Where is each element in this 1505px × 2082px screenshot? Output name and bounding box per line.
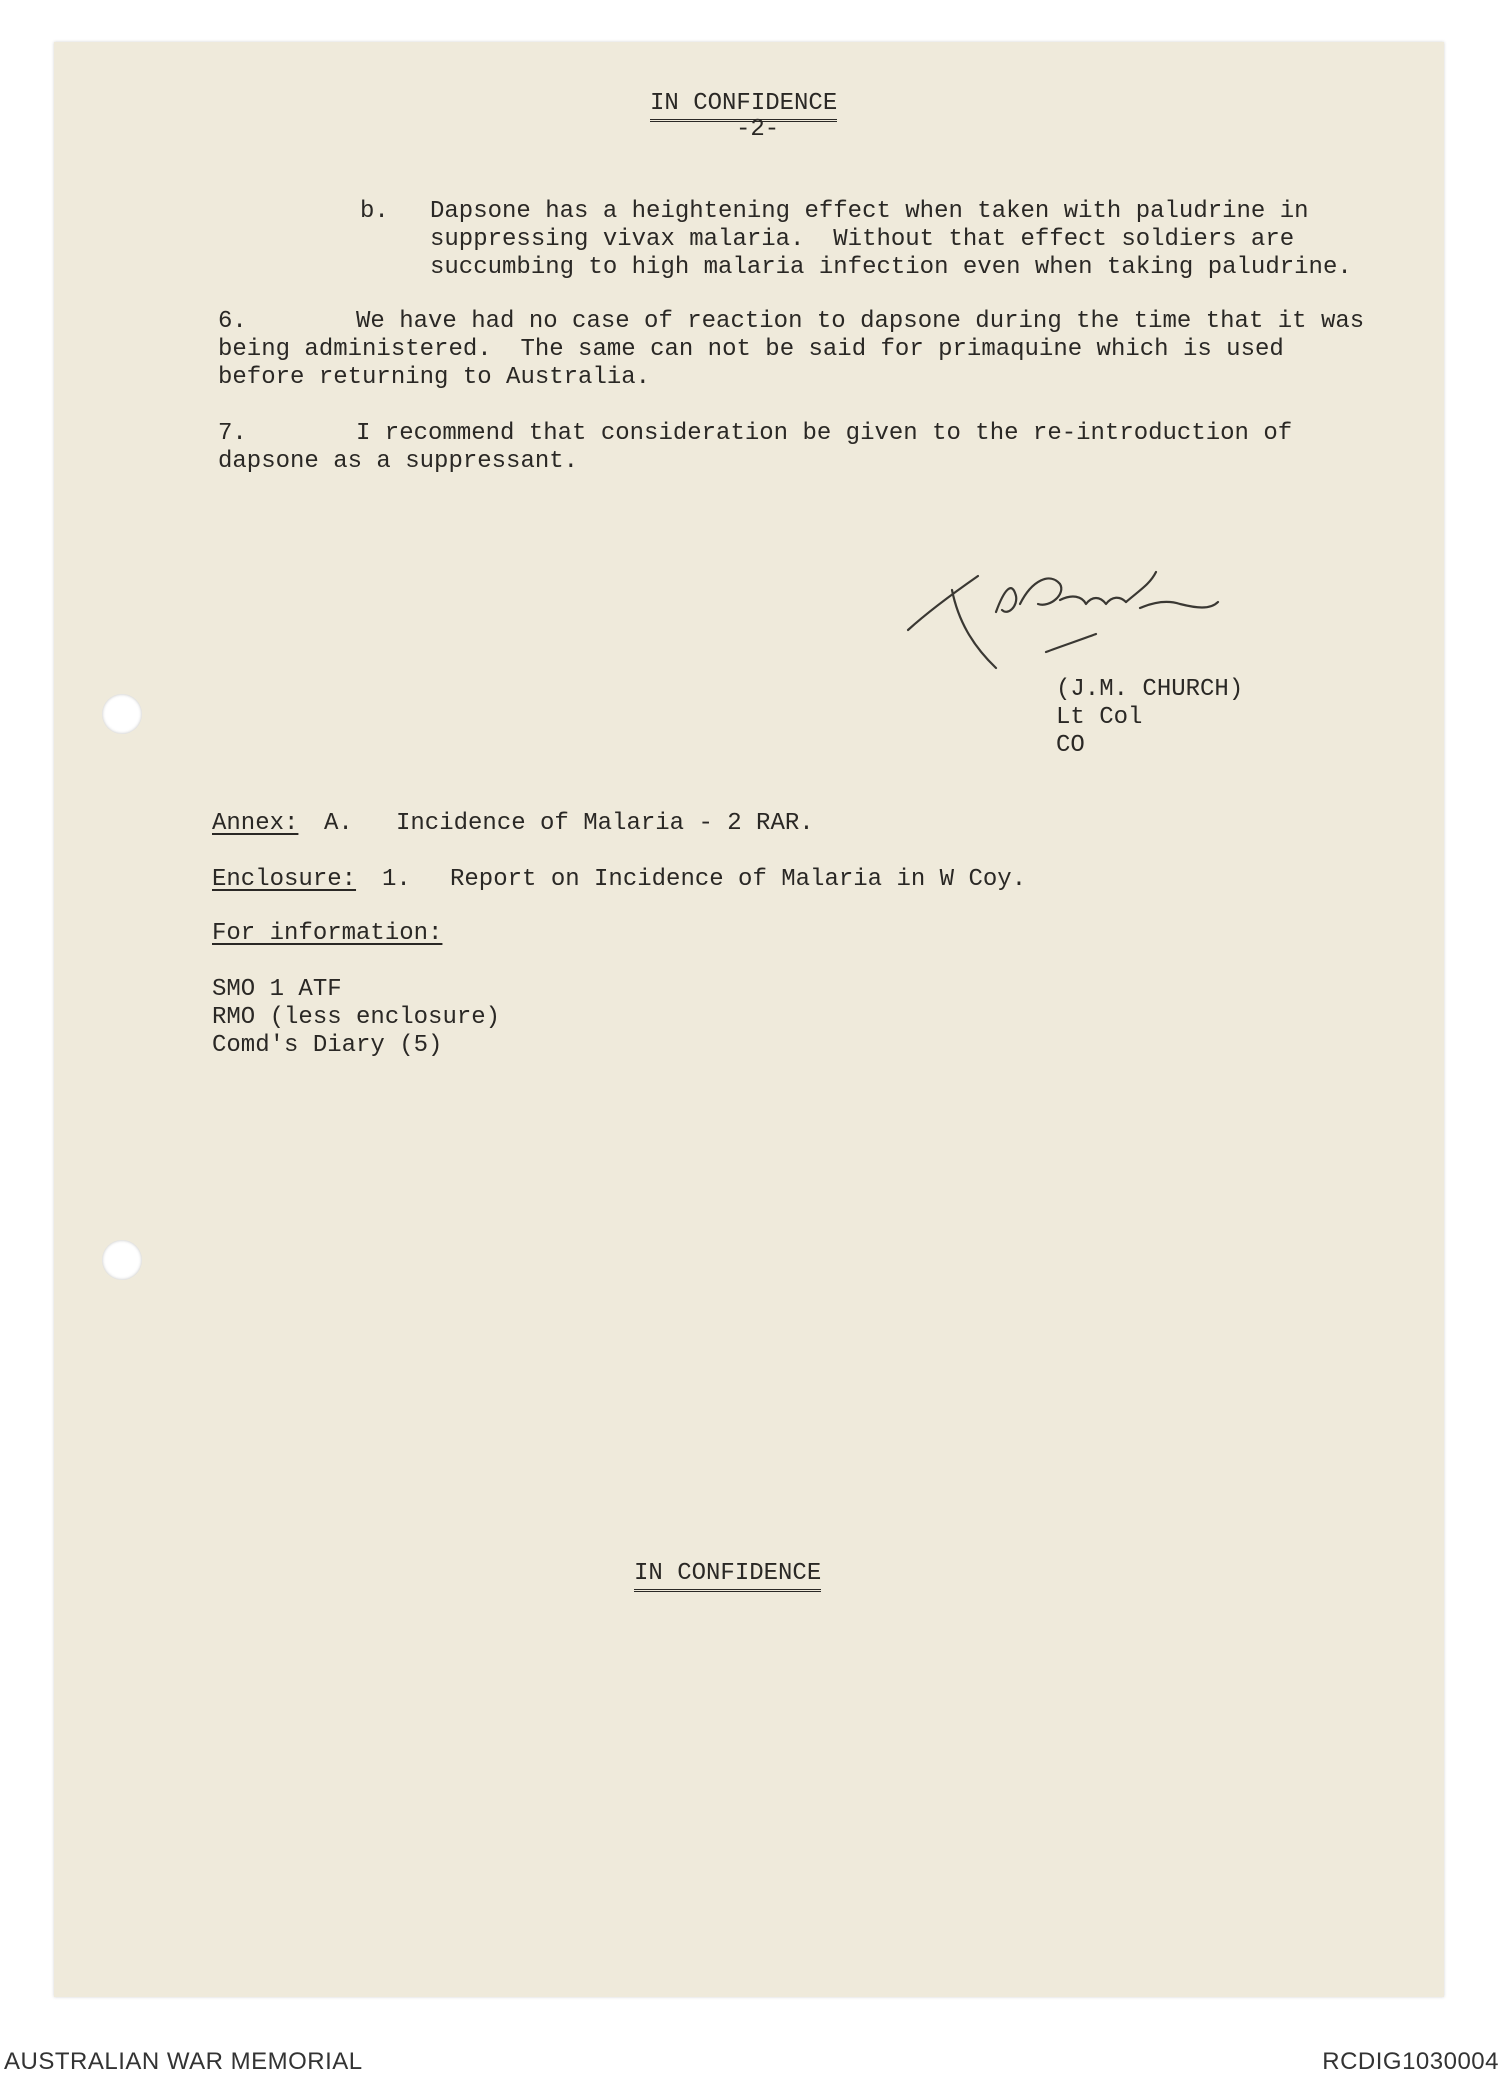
signatory-name: (J.M. CHURCH) bbox=[1056, 676, 1244, 703]
paragraph-7-line-2: dapsone as a suppressant. bbox=[218, 448, 579, 475]
footer-classification: IN CONFIDENCE bbox=[634, 1560, 821, 1592]
enclosure-item-label: 1. bbox=[382, 866, 411, 893]
annex-heading: Annex: bbox=[212, 810, 299, 837]
archive-footer-left: AUSTRALIAN WAR MEMORIAL bbox=[4, 2048, 363, 2075]
page-number: -2- bbox=[736, 116, 780, 143]
signatory-rank: Lt Col bbox=[1056, 704, 1143, 731]
paragraph-5b-line-3: succumbing to high malaria infection even when taking paludrine. bbox=[430, 254, 1352, 281]
signatory-appointment: CO bbox=[1056, 732, 1085, 759]
archive-footer-right: RCDIG1030004 bbox=[1322, 2048, 1499, 2075]
paragraph-6-line-3: before returning to Australia. bbox=[218, 364, 651, 391]
distribution-heading: For information: bbox=[212, 920, 443, 947]
annex-item-text: Incidence of Malaria - 2 RAR. bbox=[396, 810, 814, 837]
distribution-recipient: RMO (less enclosure) bbox=[212, 1004, 501, 1031]
handwritten-signature bbox=[900, 550, 1300, 680]
paragraph-7-label: 7. bbox=[218, 420, 247, 447]
paragraph-5b-line-1: Dapsone has a heightening effect when taken with paludrine in bbox=[430, 198, 1309, 225]
annex-item-label: A. bbox=[324, 810, 353, 837]
punch-hole-bottom bbox=[102, 1240, 142, 1280]
paragraph-5b-line-2: suppressing vivax malaria. Without that effect soldiers are bbox=[430, 226, 1295, 253]
distribution-recipient: SMO 1 ATF bbox=[212, 976, 342, 1003]
enclosure-heading: Enclosure: bbox=[212, 866, 357, 893]
enclosure-item-text: Report on Incidence of Malaria in W Coy. bbox=[450, 866, 1027, 893]
distribution-recipient: Comd's Diary (5) bbox=[212, 1032, 443, 1059]
paragraph-5b-label: b. bbox=[360, 198, 389, 225]
paragraph-6-line-1: We have had no case of reaction to dapsone during the time that it was bbox=[356, 308, 1365, 335]
punch-hole-top bbox=[102, 694, 142, 734]
header-classification: IN CONFIDENCE bbox=[650, 90, 837, 122]
paragraph-7-line-1: I recommend that consideration be given to the re-introduction of bbox=[356, 420, 1293, 447]
paragraph-6-label: 6. bbox=[218, 308, 247, 335]
paragraph-6-line-2: being administered. The same can not be said for primaquine which is used bbox=[218, 336, 1284, 363]
